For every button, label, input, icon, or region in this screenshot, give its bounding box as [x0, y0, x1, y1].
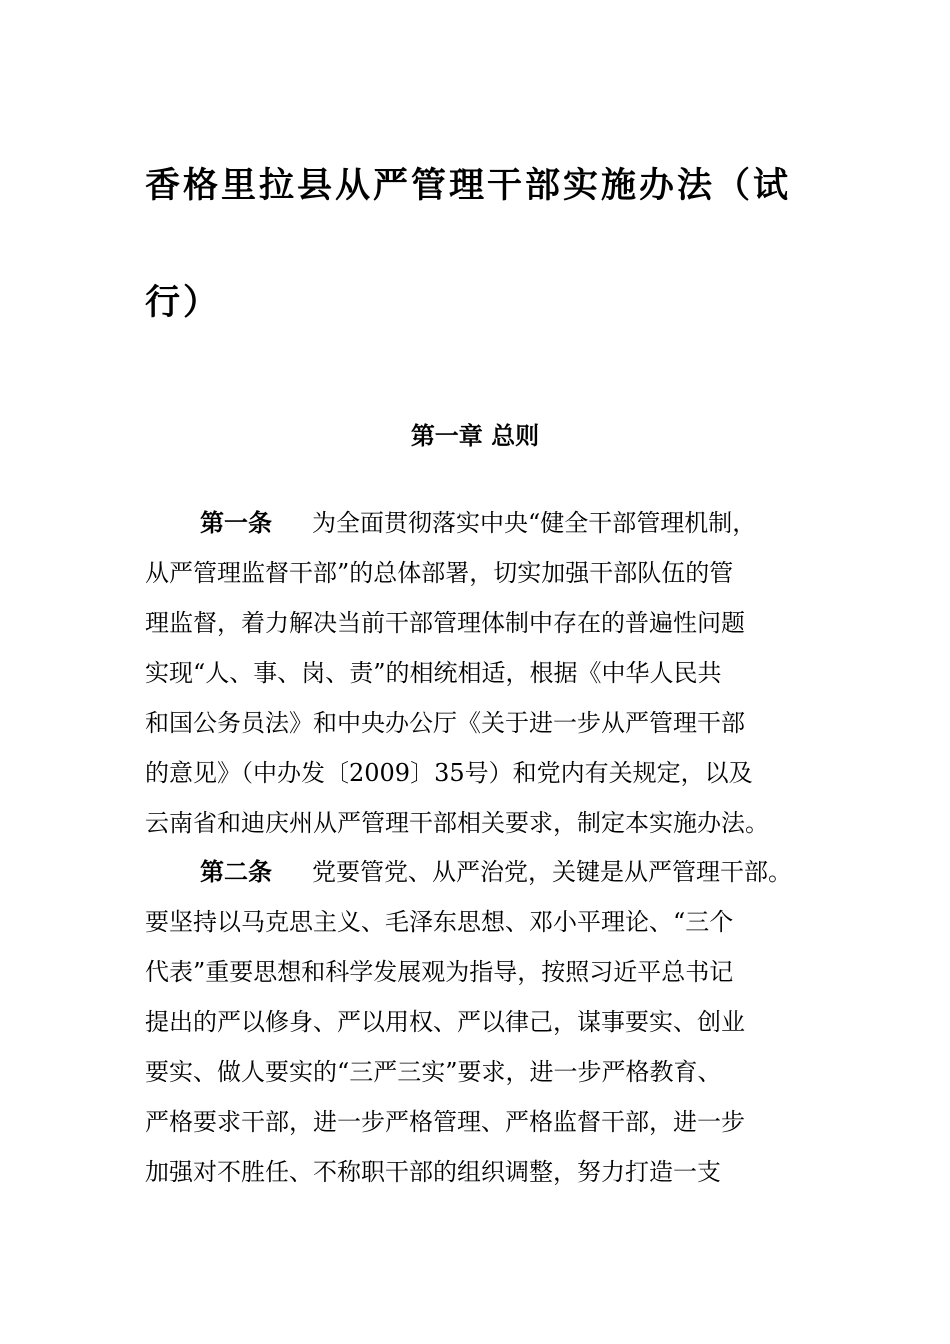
article-2-line-1	[200, 855, 792, 889]
article-1-text-1: 为全面贯彻落实中央“健全干部管理机制，	[312, 509, 757, 537]
article-1-line-2: 从严管理监督干部”的总体部署，切实加强干部队伍的管	[145, 559, 734, 587]
document-title-line-1: 香格里拉县从严管理干部实施办法（试	[145, 166, 792, 206]
article-2-line-6: 严格要求干部，进一步严格管理、严格监督干部，进一步	[145, 1108, 745, 1136]
article-2-label: 第二条	[200, 858, 272, 886]
article-1-line-3: 理监督，着力解决当前干部管理体制中存在的普遍性问题	[145, 609, 745, 637]
article-1-line-5: 和国公务员法》和中央办公厅《关于进一步从严管理干部	[145, 709, 745, 737]
chapter-heading: 第一章 总则	[410, 422, 540, 450]
article-2-line-2: 要坚持以马克思主义、毛泽东思想、邓小平理论、“三个	[145, 908, 734, 936]
article-2-line-5: 要实、做人要实的“三严三实”要求，进一步严格教育、	[145, 1058, 722, 1086]
article-1-label: 第一条	[200, 509, 272, 537]
article-2-text-1: 党要管党、从严治党，关键是从严管理干部。	[312, 858, 792, 886]
article-1-line-4: 实现“人、事、岗、责”的相统相适，根据《中华人民共	[145, 659, 722, 687]
article-2-line-4: 提出的严以修身、严以用权、严以律己，谋事要实、创业	[145, 1008, 745, 1036]
article-2-line-7: 加强对不胜任、不称职干部的组织调整，努力打造一支	[145, 1158, 721, 1186]
article-1-line-6: 的意见》（中办发〔2009〕35号）和党内有关规定，以及	[145, 759, 753, 787]
article-1-line-1	[200, 506, 756, 540]
article-1-line-7: 云南省和迪庆州从严管理干部相关要求，制定本实施办法。	[145, 809, 769, 837]
article-2-line-3: 代表”重要思想和科学发展观为指导，按照习近平总书记	[145, 958, 734, 986]
document-title-line-2: 行）	[145, 283, 222, 323]
